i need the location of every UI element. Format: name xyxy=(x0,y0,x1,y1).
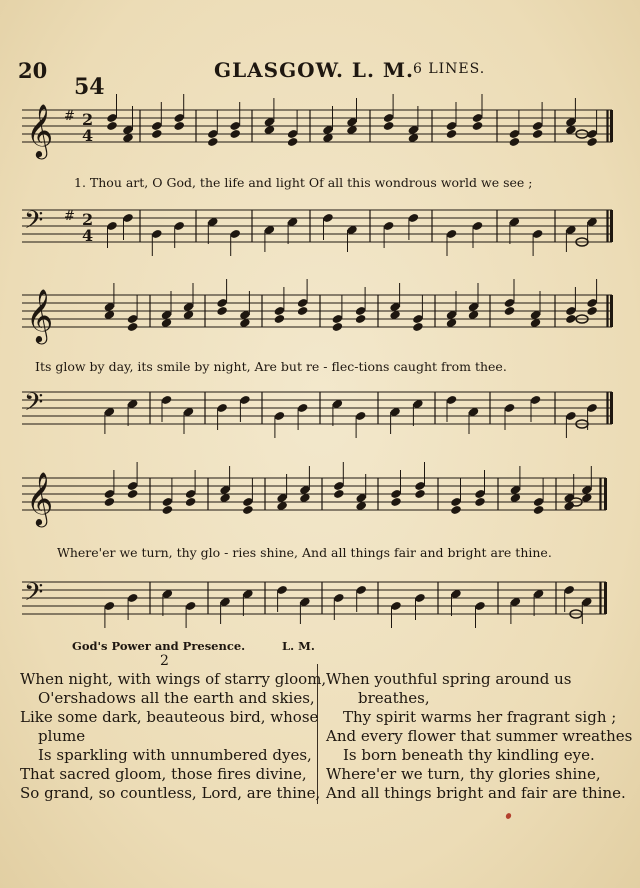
treble-notehead xyxy=(445,129,457,140)
treble-notehead xyxy=(106,121,118,132)
time-signature-bottom: 4 xyxy=(82,126,94,145)
poem-line: Like some dark, beauteous bird, whose xyxy=(20,708,319,726)
poem-line: Is sparkling with unnumbered dyes, xyxy=(38,746,312,764)
treble-notehead xyxy=(383,121,395,132)
poem-line: Thy spirit warms her fragrant sigh ; xyxy=(343,708,617,726)
time-signature-bottom: 4 xyxy=(82,226,94,245)
hymn-number: 54 xyxy=(74,74,105,100)
treble-notehead xyxy=(331,322,343,333)
treble-notehead xyxy=(412,322,424,333)
treble-notehead xyxy=(173,121,185,132)
poem-meter: L. M. xyxy=(282,639,315,653)
key-signature: # xyxy=(64,209,75,224)
poem-line: So grand, so countless, Lord, are thine, xyxy=(20,784,321,802)
treble-notehead xyxy=(471,121,483,132)
time-signature-top: 2 xyxy=(82,110,94,129)
treble-notehead xyxy=(127,322,139,333)
time-signature-top: 2 xyxy=(82,210,94,229)
final-bar xyxy=(610,210,613,242)
poem-line: When night, with wings of starry gloom, xyxy=(20,670,327,688)
treble-notehead xyxy=(355,314,367,325)
treble-clef: 𝄞 xyxy=(26,471,54,525)
lyric-line-3: Where'er we turn, thy glo - ries shine, And all things fair and bright are thine. xyxy=(57,545,552,560)
poem-line: That sacred gloom, those fires divine, xyxy=(20,765,307,783)
treble-notehead xyxy=(242,505,254,516)
treble-notehead xyxy=(586,306,598,317)
lyric-line-1: 1. Thou art, O God, the life and light Of all this wondrous world we see ; xyxy=(74,175,533,190)
treble-notehead xyxy=(450,505,462,516)
treble-notehead xyxy=(273,314,285,325)
poem-line: breathes, xyxy=(358,689,430,707)
treble-notehead xyxy=(503,306,515,317)
treble-notehead xyxy=(297,306,309,317)
treble-notehead xyxy=(533,505,545,516)
treble-notehead xyxy=(207,137,219,148)
treble-clef: 𝄞 xyxy=(26,103,54,157)
treble-notehead xyxy=(532,129,544,140)
treble-notehead xyxy=(151,129,163,140)
poem-line: And all things bright and fair are thine. xyxy=(326,784,626,802)
poem-line: When youthful spring around us xyxy=(326,670,572,688)
lyric-line-2: Its glow by day, its smile by night, Are but re - flec-tions caught from thee. xyxy=(35,359,507,374)
stanza-number: 2 xyxy=(160,653,169,669)
treble-notehead xyxy=(565,314,577,325)
treble-notehead xyxy=(333,489,345,500)
poem-heading: God's Power and Presence. xyxy=(72,639,246,653)
treble-clef: 𝄞 xyxy=(26,288,54,342)
treble-notehead xyxy=(287,137,299,148)
treble-notehead xyxy=(414,489,426,500)
key-signature: # xyxy=(64,109,75,124)
bass-clef: 𝄢 xyxy=(24,206,44,241)
treble-notehead xyxy=(586,137,598,148)
tune-title: GLASGOW. L. M. xyxy=(214,58,414,82)
poem-line: Is born beneath thy kindling eye. xyxy=(343,746,595,764)
page-number: 20 xyxy=(18,58,48,83)
poem-line: Where'er we turn, thy glories shine, xyxy=(326,765,601,783)
poem-line: plume xyxy=(38,727,86,745)
bass-clef: 𝄢 xyxy=(24,578,44,613)
treble-notehead xyxy=(474,497,486,508)
final-bar xyxy=(610,110,613,142)
bass-clef: 𝄢 xyxy=(24,388,44,423)
treble-notehead xyxy=(103,497,115,508)
final-bar xyxy=(610,392,613,424)
treble-notehead xyxy=(216,306,228,317)
final-bar xyxy=(604,582,607,614)
final-bar xyxy=(610,295,613,327)
tune-lines-note: 6 LINES. xyxy=(413,61,486,77)
treble-notehead xyxy=(185,497,197,508)
treble-notehead xyxy=(390,497,402,508)
treble-notehead xyxy=(127,489,139,500)
poem-line: O'ershadows all the earth and skies, xyxy=(38,689,315,707)
poem-line: And every flower that summer wreathes xyxy=(326,727,633,745)
treble-notehead xyxy=(229,129,241,140)
treble-notehead xyxy=(161,505,173,516)
final-bar xyxy=(604,478,607,510)
treble-notehead xyxy=(508,137,520,148)
